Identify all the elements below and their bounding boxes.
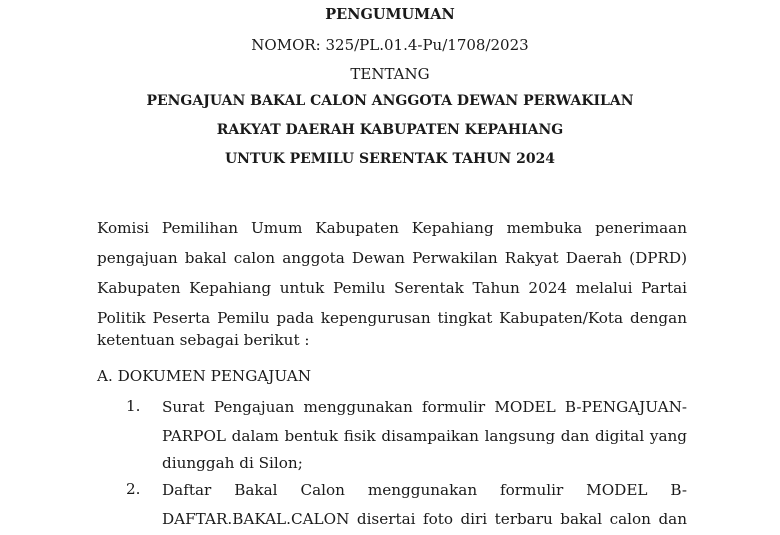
announcement-subject-line-3: UNTUK PEMILU SERENTAK TAHUN 2024 [224,151,556,167]
announcement-subject-line-1: PENGAJUAN BAKAL CALON ANGGOTA DEWAN PERWAKILAN [146,93,634,109]
intro-line: Komisi Pemilihan Umum Kabupaten Kepahiang membuka penerimaan [97,219,687,237]
list-item-number: 2. [126,480,141,498]
list-item-line: Daftar Bakal Calon menggunakan formulir MODEL B- [162,481,687,499]
announcement-subject-line-2: RAKYAT DAERAH KABUPATEN KEPAHIANG [216,122,564,138]
intro-line: Kabupaten Kepahiang untuk Pemilu Serentak Tahun 2024 melalui Partai [97,279,687,297]
intro-line: Politik Peserta Pemilu pada kepengurusan tingkat Kabupaten/Kota dengan [97,309,687,327]
announcement-title: PENGUMUMAN [325,6,455,23]
list-item-line: DAFTAR.BAKAL.CALON disertai foto diri terbaru bakal calon dan [162,510,687,528]
list-item-number: 1. [126,397,141,415]
announcement-number: NOMOR: 325/PL.01.4-Pu/1708/2023 [251,36,529,54]
intro-line: pengajuan bakal calon anggota Dewan Perwakilan Rakyat Daerah (DPRD) [97,249,687,267]
section-a-heading: A. DOKUMEN PENGAJUAN [97,367,311,385]
intro-line: ketentuan sebagai berikut : [97,331,310,349]
list-item-line: PARPOL dalam bentuk fisik disampaikan langsung dan digital yang [162,427,687,445]
list-item-line: diunggah di Silon; [162,454,303,472]
list-item-line: Surat Pengajuan menggunakan formulir MODEL B-PENGAJUAN- [162,398,687,416]
announcement-about-label: TENTANG [350,65,430,83]
